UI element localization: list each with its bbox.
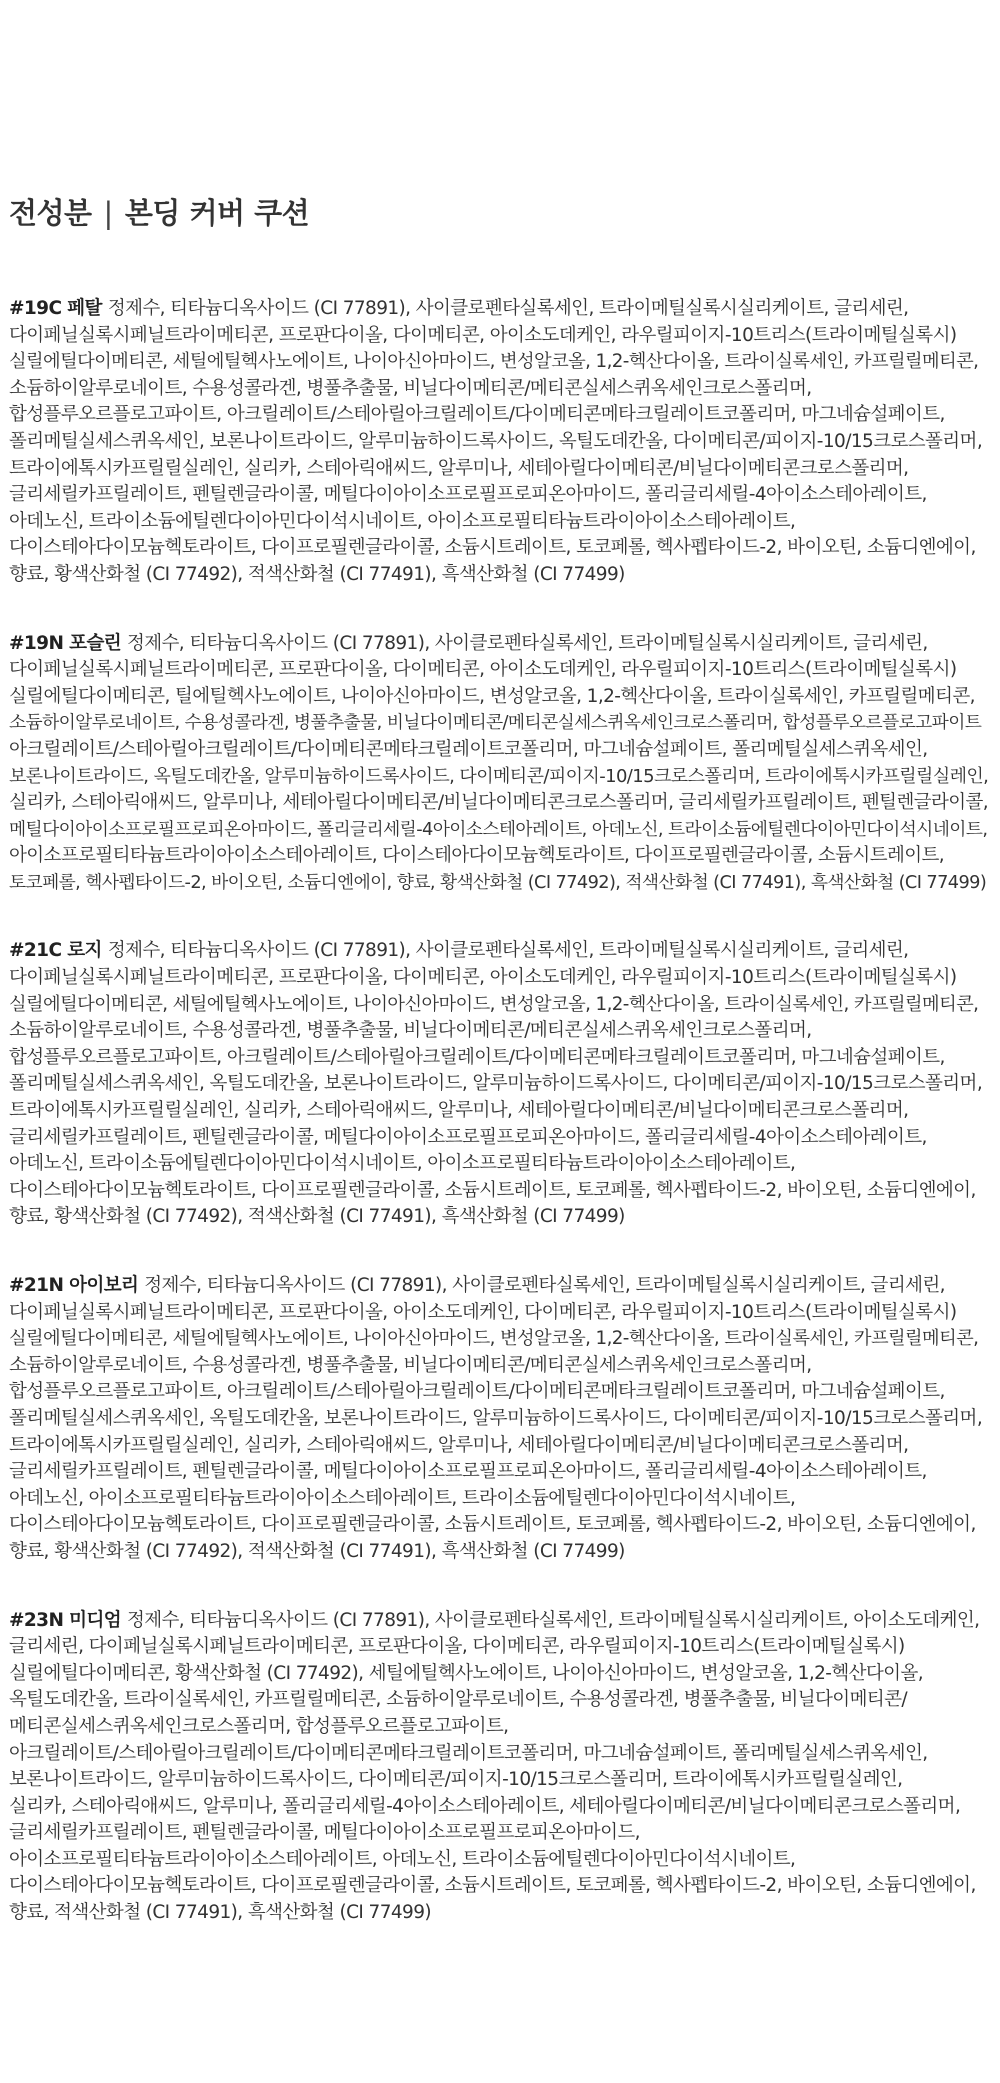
ingredient-line [9,992,991,1019]
ingredient-text: 아크릴레이트/스테아릴아크릴레이트/다이메티콘메타크릴레이트코폴리머, 마그네슘설페이트, 폴리메틸실세스퀴옥세인, [9,1742,928,1764]
shade-name: #19C 페탈 [9,298,102,319]
ingredient-line [9,429,991,456]
ingredient-line [9,1687,991,1714]
ingredient-line [9,790,991,817]
ingredient-text: 소듐하이알루로네이트, 수용성콜라겐, 병풀추출물, 비닐다이메티콘/메티콘실세스퀴옥세인크로스폴리머, 합성플루오르플로고파이트 [9,713,982,734]
ingredient-line [9,376,991,403]
ingredient-text: 옥틸도데칸올, 트라이실록세인, 카프릴릴메티콘, 소듐하이알루로네이트, 수용성콜라겐, 병풀추출물, 비닐다이메티콘/ [9,1689,908,1711]
ingredient-text: 향료, 황색산화철 (CI 77492), 적색산화철 (CI 77491), 흑색산화철 (CI 77499) [9,563,625,585]
ingredient-text: 아크릴레이트/스테아릴아크릴레이트/다이메티콘메타크릴레이트코폴리머, 마그네슘설페이트, 폴리메틸실세스퀴옥세인, [9,738,928,760]
ingredient-line [9,1847,991,1874]
ingredient-line [9,1794,991,1821]
page-title-label: 전성분 [9,196,92,230]
ingredient-text: 보론나이트라이드, 알루미늄하이드록사이드, 다이메티콘/피이지-10/15크로스폴리머, 트라이에톡시카프릴릴실레인, [9,1769,903,1791]
ingredient-text: 다이스테아다이모늄헥토라이트, 다이프로필렌글라이콜, 소듐시트레이트, 토코페롤, 헥사펩타이드-2, 바이오틴, 소듐디엔에이, [9,1514,976,1536]
ingredient-line [9,1098,991,1125]
shade-ingredients [9,296,991,589]
ingredient-line [9,710,991,737]
ingredient-text: 다이스테아다이모늄헥토라이트, 다이프로필렌글라이콜, 소듐시트레이트, 토코페롤, 헥사펩타이드-2, 바이오틴, 소듐디엔에이, [9,1179,976,1201]
ingredient-text: 소듐하이알루로네이트, 수용성콜라겐, 병풀추출물, 비닐다이메티콘/메티콘실세스퀴옥세인크로스폴리머, [9,377,812,399]
ingredient-text: 다이페닐실록시페닐트라이메티콘, 프로판다이올, 다이메티콘, 아이소도데케인, 라우릴피이지-10트리스(트라이메틸실록시) [9,967,957,989]
ingredient-line [9,1406,991,1433]
ingredient-line [9,1512,991,1539]
shade-ingredients [9,938,991,1231]
shade-ingredients [9,1273,991,1566]
ingredient-text: 실리카, 스테아릭애씨드, 알루미나, 폴리글리세릴-4아이소스테아레이트, 세테아릴다이메티콘/비닐다이메티콘크로스폴리머, [9,1795,961,1817]
title-separator: | [103,196,113,230]
ingredient-line [9,562,991,589]
ingredient-text: 실리카, 스테아릭애씨드, 알루미나, 세테아릴다이메티콘/비닐다이메티콘크로스폴리머, 글리세릴카프릴레이트, 펜틸렌글라이콜, [9,792,989,814]
ingredient-line [9,349,991,376]
ingredient-text: 메틸다이아이소프로필프로피온아마이드, 폴리글리세릴-4아이소스테아레이트, 아데노신, 트라이소듐에틸렌다이아민다이석시네이트, [9,819,988,840]
ingredient-text: 소듐하이알루로네이트, 수용성콜라겐, 병풀추출물, 비닐다이메티콘/메티콘실세스퀴옥세인크로스폴리머, [9,1020,812,1042]
ingredient-line [9,323,991,350]
ingredient-line [9,1151,991,1178]
ingredient-text: 글리세릴카프릴레이트, 펜틸렌글라이콜, 메틸다이아이소프로필프로피온아마이드, 폴리글리세릴-4아이소스테아레이트, [9,1126,927,1148]
ingredient-text: 다이페닐실록시페닐트라이메티콘, 프로판다이올, 아이소도데케인, 다이메티콘, 라우릴피이지-10트리스(트라이메틸실록시) [9,1301,957,1323]
ingredient-line [9,535,991,562]
ingredient-line [9,1353,991,1380]
ingredient-text: 정제수, 티타늄디옥사이드 (CI 77891), 사이클로펜타실록세인, 트라이메틸실록시실리케이트, 글리세린, [126,632,928,654]
ingredient-text: 정제수, 티타늄디옥사이드 (CI 77891), 사이클로펜타실록세인, 트라이메틸실록시실리케이트, 글리세린, [107,298,909,319]
ingredient-line [9,1273,991,1300]
ingredient-text: 아데노신, 트라이소듐에틸렌다이아민다이석시네이트, 아이소프로필티타늄트라이아이소스테아레이트, [9,1153,796,1175]
ingredient-line [9,1900,991,1927]
ingredient-text: 아데노신, 트라이소듐에틸렌다이아민다이석시네이트, 아이소프로필티타늄트라이아이소스테아레이트, [9,510,796,532]
ingredient-text: 합성플루오르플로고파이트, 아크릴레이트/스테아릴아크릴레이트/다이메티콘메타크릴레이트코폴리머, 마그네슘설페이트, [9,404,945,426]
ingredient-text: 실릴에틸다이메티콘, 세틸에틸헥사노에이트, 나이아신아마이드, 변성알코올, 1,2-헥산다이올, 트라이실록세인, 카프릴릴메티콘, [9,351,979,373]
ingredient-line [9,870,991,897]
ingredient-text: 글리세린, 다이페닐실록시페닐트라이메티콘, 프로판다이올, 다이메티콘, 라우릴피이지-10트리스(트라이메틸실록시) [9,1636,905,1658]
ingredient-text: 아이소프로필티타늄트라이아이소스테아레이트, 다이스테아다이모늄헥토라이트, 다이프로필렌글라이콜, 소듐시트레이트, [9,845,945,867]
ingredient-line [9,1178,991,1205]
ingredient-line [9,843,991,870]
ingredient-line [9,456,991,483]
ingredient-text: 소듐하이알루로네이트, 수용성콜라겐, 병풀추출물, 비닐다이메티콘/메티콘실세스퀴옥세인크로스폴리머, [9,1354,812,1376]
ingredient-text: 향료, 적색산화철 (CI 77491), 흑색산화철 (CI 77499) [9,1902,432,1924]
ingredient-line [9,1714,991,1741]
ingredient-line [9,402,991,429]
ingredient-line [9,1204,991,1231]
ingredient-line [9,1379,991,1406]
ingredient-line [9,1873,991,1900]
ingredient-text: 정제수, 티타늄디옥사이드 (CI 77891), 사이클로펜타실록세인, 트라이메틸실록시실리케이트, 글리세린, [107,940,909,962]
ingredient-line [9,1071,991,1098]
ingredient-line [9,482,991,509]
shade-ingredient-list [9,296,991,1927]
ingredient-line [9,1608,991,1635]
ingredient-text: 글리세릴카프릴레이트, 펜틸렌글라이콜, 메틸다이아이소프로필프로피온아마이드, 폴리글리세릴-4아이소스테아레이트, [9,1461,927,1483]
product-name: 본딩 커버 쿠션 [124,196,310,230]
ingredient-line [9,764,991,791]
shade-name: #21C 로지 [9,940,102,962]
ingredient-line [9,1459,991,1486]
ingredient-line [9,1741,991,1768]
ingredient-text: 폴리메틸실세스퀴옥세인, 보론나이트라이드, 알루미늄하이드록사이드, 옥틸도데칸올, 다이메티콘/피이지-10/15크로스폴리머, [9,430,983,452]
ingredient-text: 합성플루오르플로고파이트, 아크릴레이트/스테아릴아크릴레이트/다이메티콘메타크릴레이트코폴리머, 마그네슘설페이트, [9,1046,945,1068]
ingredient-text: 정제수, 티타늄디옥사이드 (CI 77891), 사이클로펜타실록세인, 트라이메틸실록시실리케이트, 글리세린, [144,1275,945,1296]
ingredient-line [9,938,991,965]
ingredient-line [9,1767,991,1794]
ingredient-text: 실릴에틸다이메티콘, 세틸에틸헥사노에이트, 나이아신아마이드, 변성알코올, 1,2-헥산다이올, 트라이실록세인, 카프릴릴메티콘, [9,1328,979,1350]
ingredient-line [9,1045,991,1072]
ingredient-line [9,1539,991,1566]
ingredient-text: 트라이에톡시카프릴릴실레인, 실리카, 스테아릭애씨드, 알루미나, 세테아릴다이메티콘/비닐다이메티콘크로스폴리머, [9,457,909,479]
ingredient-text: 향료, 황색산화철 (CI 77492), 적색산화철 (CI 77491), 흑색산화철 (CI 77499) [9,1206,625,1228]
ingredient-text: 글리세릴카프릴레이트, 펜틸렌글라이콜, 메틸다이아이소프로필프로피온아마이드, [9,1822,640,1844]
ingredient-text: 아데노신, 아이소프로필티타늄트라이아이소스테아레이트, 트라이소듐에틸렌다이아민다이석시네이트, [9,1487,796,1509]
ingredient-line [9,965,991,992]
ingredient-line [9,296,991,323]
ingredient-line [9,1486,991,1513]
ingredient-line [9,509,991,536]
ingredient-line [9,1018,991,1045]
ingredient-text: 실릴에틸다이메티콘, 틸에틸헥사노에이트, 나이아신아마이드, 변성알코올, 1,2-헥산다이올, 트라이실록세인, 카프릴릴메티콘, [9,685,975,707]
ingredient-text: 실릴에틸다이메티콘, 세틸에틸헥사노에이트, 나이아신아마이드, 변성알코올, 1,2-헥산다이올, 트라이실록세인, 카프릴릴메티콘, [9,993,979,1015]
ingredient-text: 합성플루오르플로고파이트, 아크릴레이트/스테아릴아크릴레이트/다이메티콘메타크릴레이트코폴리머, 마그네슘설페이트, [9,1381,945,1403]
ingredient-line [9,817,991,844]
ingredient-text: 글리세릴카프릴레이트, 펜틸렌글라이콜, 메틸다이아이소프로필프로피온아마이드, 폴리글리세릴-4아이소스테아레이트, [9,484,927,506]
ingredient-text: 메티콘실세스퀴옥세인크로스폴리머, 합성플루오르플로고파이트, [9,1715,509,1737]
ingredient-line [9,631,991,658]
ingredient-text: 실릴에틸다이메티콘, 황색산화철 (CI 77492), 세틸에틸헥사노에이트, 나이아신아마이드, 변성알코올, 1,2-헥산다이올, [9,1662,923,1684]
ingredient-line [9,1125,991,1152]
ingredient-line [9,684,991,711]
shade-name: #21N 아이보리 [9,1275,139,1296]
ingredient-text: 향료, 황색산화철 (CI 77492), 적색산화철 (CI 77491), 흑색산화철 (CI 77499) [9,1540,625,1562]
ingredient-line [9,737,991,764]
shade-name: #19N 포슬린 [9,632,121,654]
ingredient-text: 정제수, 티타늄디옥사이드 (CI 77891), 사이클로펜타실록세인, 트라이메틸실록시실리케이트, 아이소도데케인, [126,1609,980,1631]
ingredient-text: 다이페닐실록시페닐트라이메티콘, 프로판다이올, 다이메티콘, 아이소도데케인, 라우릴피이지-10트리스(트라이메틸실록시) [9,324,957,346]
page-title [9,193,991,233]
ingredient-line [9,1300,991,1327]
ingredient-line [9,657,991,684]
ingredient-text: 폴리메틸실세스퀴옥세인, 옥틸도데칸올, 보론나이트라이드, 알루미늄하이드록사이드, 다이메티콘/피이지-10/15크로스폴리머, [9,1073,983,1095]
ingredient-text: 트라이에톡시카프릴릴실레인, 실리카, 스테아릭애씨드, 알루미나, 세테아릴다이메티콘/비닐다이메티콘크로스폴리머, [9,1100,909,1122]
ingredient-text: 트라이에톡시카프릴릴실레인, 실리카, 스테아릭애씨드, 알루미나, 세테아릴다이메티콘/비닐다이메티콘크로스폴리머, [9,1434,909,1456]
ingredient-line [9,1634,991,1661]
ingredient-text: 토코페롤, 헥사펩타이드-2, 바이오틴, 소듐디엔에이, 향료, 황색산화철 (CI 77492), 적색산화철 (CI 77491), 흑색산화철 (CI 77499) [9,872,987,893]
shade-ingredients [9,1608,991,1927]
ingredient-line [9,1433,991,1460]
ingredient-line [9,1326,991,1353]
ingredient-text: 보론나이트라이드, 옥틸도데칸올, 알루미늄하이드록사이드, 다이메티콘/피이지-10/15크로스폴리머, 트라이에톡시카프릴릴실레인, [9,765,989,787]
ingredient-text: 폴리메틸실세스퀴옥세인, 옥틸도데칸올, 보론나이트라이드, 알루미늄하이드록사이드, 다이메티콘/피이지-10/15크로스폴리머, [9,1407,983,1429]
ingredient-text: 다이스테아다이모늄헥토라이트, 다이프로필렌글라이콜, 소듐시트레이트, 토코페롤, 헥사펩타이드-2, 바이오틴, 소듐디엔에이, [9,1875,976,1897]
shade-ingredients [9,631,991,897]
ingredient-text: 다이페닐실록시페닐트라이메티콘, 프로판다이올, 다이메티콘, 아이소도데케인, 라우릴피이지-10트리스(트라이메틸실록시) [9,659,957,681]
ingredient-line [9,1661,991,1688]
ingredient-line [9,1820,991,1847]
ingredient-text: 다이스테아다이모늄헥토라이트, 다이프로필렌글라이콜, 소듐시트레이트, 토코페롤, 헥사펩타이드-2, 바이오틴, 소듐디엔에이, [9,537,976,559]
shade-name: #23N 미디엄 [9,1609,121,1631]
ingredient-text: 아이소프로필티타늄트라이아이소스테아레이트, 아데노신, 트라이소듐에틸렌다이아민다이석시네이트, [9,1848,796,1870]
